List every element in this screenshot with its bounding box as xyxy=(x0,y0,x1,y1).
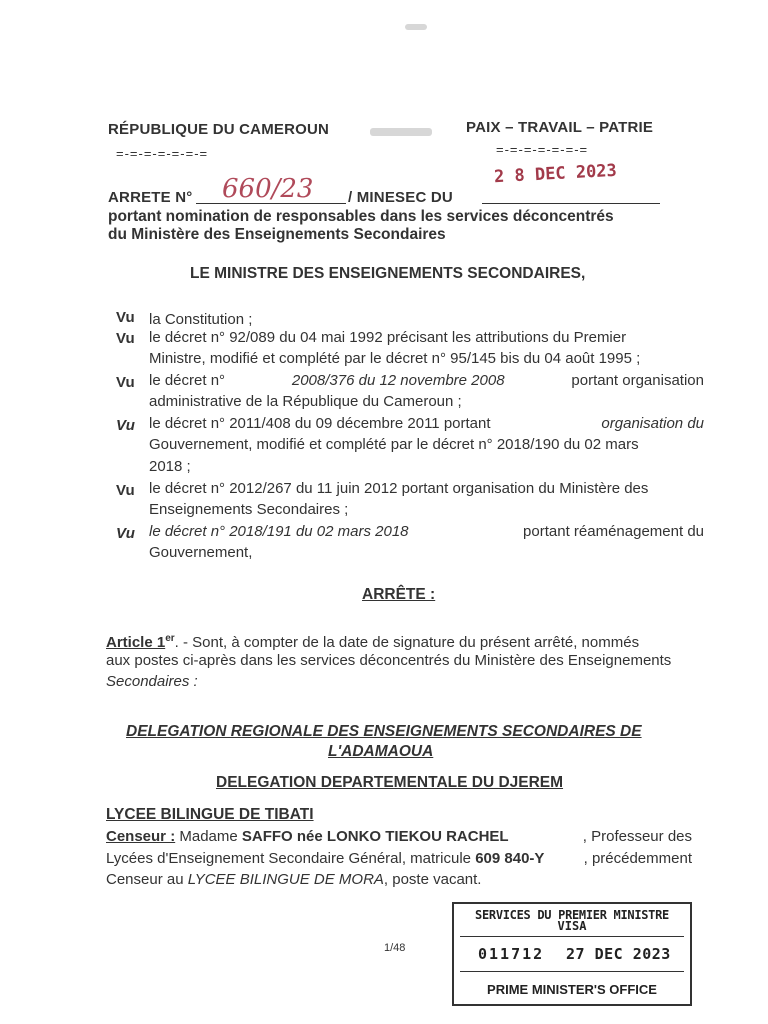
vu-label-3: Vu xyxy=(116,374,135,391)
stamp-footer: PRIME MINISTER'S OFFICE xyxy=(487,982,657,997)
header-smudge xyxy=(370,128,432,136)
vu-decret-2011-line1 xyxy=(149,413,704,434)
motto-dashes: =-=-=-=-=-=-= xyxy=(496,142,589,157)
arrete-date-line xyxy=(482,201,660,204)
vu-decret-2011-line3: 2018 ; xyxy=(149,458,191,475)
arrete-number-handwritten: 660/23 xyxy=(222,174,314,204)
vu-decret-2018-line2: Gouvernement, xyxy=(149,544,253,561)
republic-dashes: =-=-=-=-=-=-= xyxy=(116,146,209,161)
vu-label-4: Vu xyxy=(116,417,135,434)
lycee-line2 xyxy=(106,848,692,869)
arrete-heading: ARRÊTE : xyxy=(362,586,436,603)
vu-label-5: Vu xyxy=(116,482,135,499)
vu-decret-2008-line1 xyxy=(149,370,704,391)
stamp-date: 27 DEC 2023 xyxy=(566,945,671,963)
vu-decret-2018-it: le décret n° 2018/191 du 02 mars 2018 xyxy=(149,523,409,540)
delegation-departmental: DELEGATION DEPARTEMENTALE DU DJEREM xyxy=(216,774,564,791)
page-number: 1/48 xyxy=(384,942,406,954)
vu-label-2: Vu xyxy=(116,330,135,347)
vu-decret-2008-pre: le décret n° xyxy=(149,372,226,389)
vu-label-6: Vu xyxy=(116,525,135,542)
censeur-prev-role: Censeur au xyxy=(106,871,184,888)
censeur-grade-cont: Lycées d'Enseignement Secondaire Général, matricule xyxy=(106,850,472,867)
arrete-suffix: / MINESEC DU xyxy=(348,189,453,206)
vu-label-1: Vu xyxy=(116,309,135,326)
lycee-name: LYCEE BILINGUE DE TIBATI xyxy=(106,806,314,823)
vu-decret-2011-line2: Gouvernement, modifié et complété par le décret n° 2018/190 du 02 mars xyxy=(149,436,639,453)
lycee-line1 xyxy=(106,826,692,847)
article-1-line2: aux postes ci-après dans les services déconcentrés du Ministère des Enseignements xyxy=(106,652,672,669)
article-1-sup: er xyxy=(165,633,175,644)
date-stamp: 2 8 DEC 2023 xyxy=(493,160,618,188)
vu-decret-2011-it: organisation du xyxy=(601,415,704,432)
arrete-subtitle-1: portant nomination de responsables dans les services déconcentrés xyxy=(108,208,614,225)
vu-decret-92-line1: le décret n° 92/089 du 04 mai 1992 précisant les attributions du Premier xyxy=(149,329,627,346)
censeur-title: Madame xyxy=(179,828,238,845)
motto-title: PAIX – TRAVAIL – PATRIE xyxy=(466,119,654,136)
vu-decret-2012-line1: le décret n° 2012/267 du 11 juin 2012 portant organisation du Ministère des xyxy=(149,480,649,497)
vu-decret-2011-pre: le décret n° 2011/408 du 09 décembre 2011 portant xyxy=(149,415,491,432)
censeur-name: SAFFO née LONKO TIEKOU RACHEL xyxy=(241,828,509,845)
vu-decret-2008-post: portant organisation xyxy=(571,372,704,389)
stamp-line1: SERVICES DU PREMIER MINISTRE xyxy=(475,908,669,922)
censeur-grade: , Professeur des xyxy=(582,828,692,845)
minister-heading: LE MINISTRE DES ENSEIGNEMENTS SECONDAIRES, xyxy=(190,265,586,282)
vu-decret-2008-ref: 2008/376 du 12 novembre 2008 xyxy=(291,372,505,389)
vu-constitution: la Constitution ; xyxy=(149,311,253,328)
censeur-prev-school: LYCEE BILINGUE DE MORA xyxy=(187,871,384,888)
delegation-regional-line1: DELEGATION REGIONALE DES ENSEIGNEMENTS SECONDAIRES DE xyxy=(126,723,642,740)
delegation-regional-line2: L'ADAMAOUA xyxy=(328,743,434,760)
censeur-previous: , précédemment xyxy=(583,850,692,867)
stamp-visa: VISA xyxy=(557,919,587,933)
vu-decret-2018-line1 xyxy=(149,521,704,542)
censeur-label: Censeur : xyxy=(106,828,176,845)
pm-visa-stamp xyxy=(452,902,692,1006)
article-1-label: Article 1 xyxy=(106,634,166,651)
republic-title: RÉPUBLIQUE DU CAMEROUN xyxy=(108,121,330,138)
lycee-line3 xyxy=(106,869,481,890)
article-1-line3: Secondaires : xyxy=(106,673,198,690)
vu-decret-2018-post: portant réaménagement du xyxy=(523,523,704,540)
stamp-number: 011712 xyxy=(478,945,545,963)
article-1-text1: . - Sont, à compter de la date de signature du présent arrêté, nommés xyxy=(174,634,640,651)
arrete-prefix: ARRETE N° xyxy=(108,189,193,206)
vu-decret-2008-line2: administrative de la République du Cameroun ; xyxy=(149,393,462,410)
censeur-vacant: , poste vacant. xyxy=(383,871,482,888)
arrete-subtitle-2: du Ministère des Enseignements Secondaires xyxy=(108,226,446,243)
censeur-matricule: 609 840-Y xyxy=(475,850,545,867)
vu-decret-2012-line2: Enseignements Secondaires ; xyxy=(149,501,349,518)
vu-decret-92-line2: Ministre, modifié et complété par le décret n° 95/145 bis du 04 août 1995 ; xyxy=(149,350,641,367)
top-smudge xyxy=(405,24,427,30)
